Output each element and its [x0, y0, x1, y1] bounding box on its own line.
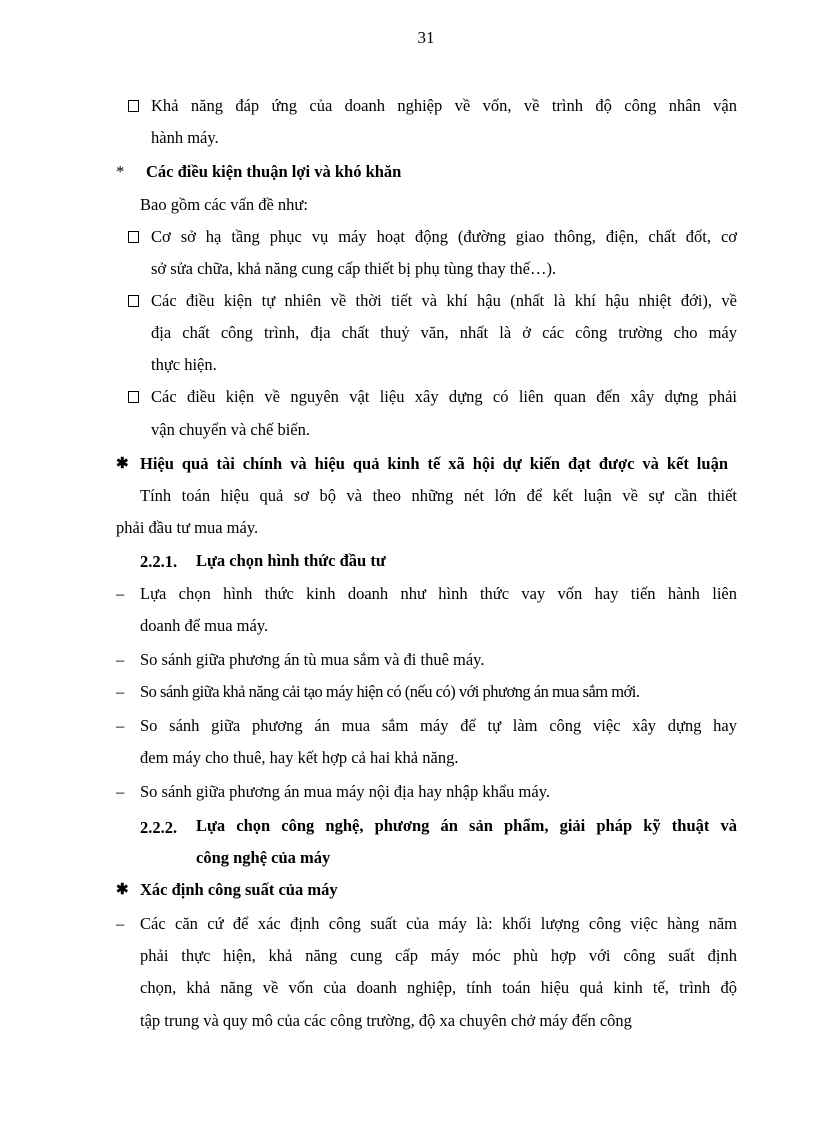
paragraph-line: Các điều kiện tự nhiên về thời tiết và khí hậu (nhất là khí hậu nhiệt đới), về: [151, 291, 737, 310]
section-heading: Xác định công suất của máy: [140, 880, 338, 899]
paragraph-line: hành máy.: [151, 128, 219, 147]
paragraph-line: Tính toán hiệu quả sơ bộ và theo những nét lớn để kết luận về sự cần thiết: [140, 486, 737, 505]
paragraph-line: So sánh giữa phương án mua máy nội địa hay nhập khẩu máy.: [140, 782, 551, 801]
dash-bullet: –: [116, 584, 125, 603]
paragraph-line: Khả năng đáp ứng của doanh nghiệp về vốn, về trình độ công nhân vận: [151, 96, 737, 115]
paragraph-line: doanh để mua máy.: [140, 616, 269, 635]
paragraph-line: đem máy cho thuê, hay kết hợp cả hai khả năng.: [140, 748, 459, 767]
paragraph-line: Các căn cứ để xác định công suất của máy là: khối lượng công việc hàng năm: [140, 914, 737, 933]
dash-bullet: –: [116, 782, 125, 801]
paragraph-line: So sánh giữa khả năng cải tạo máy hiện có (nếu có) với phương án mua sắm mới.: [140, 682, 640, 701]
dash-bullet: –: [116, 914, 125, 933]
section-title: Lựa chọn công nghệ, phương án sản phẩm, giải pháp kỹ thuật và: [196, 816, 737, 835]
asterisk-bullet: *: [116, 162, 125, 181]
checkbox-bullet-icon: [128, 290, 139, 312]
paragraph-line: thực hiện.: [151, 355, 217, 374]
section-title: Lựa chọn hình thức đầu tư: [196, 551, 386, 570]
paragraph-line: vận chuyển và chế biến.: [151, 420, 310, 439]
checkbox-bullet-icon: [128, 226, 139, 248]
paragraph-line: phải đầu tư mua máy.: [116, 518, 259, 537]
paragraph-line: Cơ sở hạ tầng phục vụ máy hoạt động (đường giao thông, điện, chất đốt, cơ: [151, 227, 737, 246]
paragraph-line: phải thực hiện, khả năng cung cấp máy móc phù hợp với công suất định: [140, 946, 737, 965]
paragraph-line: Lựa chọn hình thức kinh doanh như hình thức vay vốn hay tiến hành liên: [140, 584, 737, 603]
paragraph-line: So sánh giữa phương án tù mua sắm và đi thuê máy.: [140, 650, 485, 669]
star-bullet-icon: ✱: [116, 882, 129, 898]
section-title: công nghệ của máy: [196, 848, 331, 867]
star-bullet-icon: ✱: [116, 456, 129, 472]
paragraph-line: Các điều kiện về nguyên vật liệu xây dựng có liên quan đến xây dựng phải: [151, 387, 737, 406]
paragraph-line: sở sửa chữa, khả năng cung cấp thiết bị phụ tùng thay thế…).: [151, 259, 557, 278]
dash-bullet: –: [116, 716, 125, 735]
paragraph-line: So sánh giữa phương án mua sắm máy để tự làm công việc xây dựng hay: [140, 716, 737, 735]
section-number: 2.2.2.: [140, 818, 178, 837]
paragraph-line: chọn, khả năng về vốn của doanh nghiệp, tính toán hiệu quả kinh tế, trình độ: [140, 978, 737, 997]
paragraph-line: địa chất công trình, địa chất thuỷ văn, nhất là ở các công trường cho máy: [151, 323, 737, 342]
dash-bullet: –: [116, 682, 125, 701]
page-number: 31: [417, 28, 435, 47]
paragraph-line: tập trung và quy mô của các công trường, độ xa chuyên chở máy đến công: [140, 1011, 632, 1030]
checkbox-bullet-icon: [128, 95, 139, 117]
paragraph-line: Bao gồm các vấn đề như:: [140, 195, 308, 214]
section-heading: Các điều kiện thuận lợi và khó khăn: [146, 162, 402, 181]
section-heading: Hiệu quả tài chính và hiệu quả kinh tế xã hội dự kiến đạt được và kết luận: [140, 454, 728, 473]
dash-bullet: –: [116, 650, 125, 669]
section-number: 2.2.1.: [140, 552, 178, 571]
checkbox-bullet-icon: [128, 386, 139, 408]
